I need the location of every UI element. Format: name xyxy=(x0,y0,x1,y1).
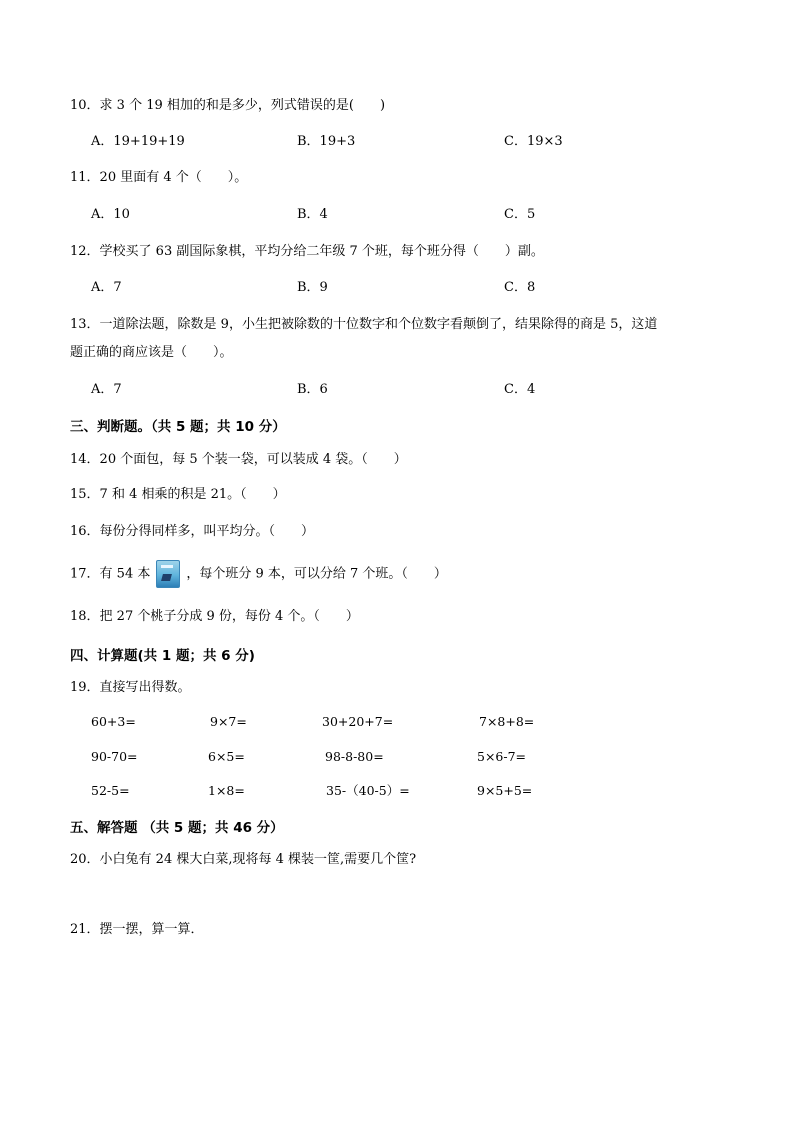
question-text: 直接写出得数。 xyxy=(99,680,191,695)
question-number: 20． xyxy=(70,852,100,867)
question-text: 20 里面有 4 个（ ）。 xyxy=(99,170,248,185)
question-text: 小白兔有 24 棵大白菜,现将每 4 棵装一筐,需要几个筐? xyxy=(99,852,417,867)
calc-item: 5×6-7= xyxy=(477,749,527,764)
question-18 xyxy=(70,608,359,626)
question-number: 18． xyxy=(70,609,100,624)
book-icon xyxy=(156,560,180,588)
question-number: 14． xyxy=(70,452,100,467)
calc-item: 60+3= xyxy=(91,714,136,729)
question-12 xyxy=(70,243,544,261)
calc-item: 9×5+5= xyxy=(477,783,533,798)
option-b: B．19+3 xyxy=(297,134,356,149)
question-text-before: 有 54 本 xyxy=(99,566,151,582)
question-20 xyxy=(70,851,416,869)
question-text: 学校买了 63 副国际象棋，平均分给二年级 7 个班，每个班分得（ ）副。 xyxy=(99,244,544,259)
question-number: 17． xyxy=(70,566,100,582)
calc-item: 52-5= xyxy=(91,783,130,798)
option-c: C．4 xyxy=(504,382,536,397)
question-text: 摆一摆，算一算． xyxy=(99,922,204,937)
question-number: 19． xyxy=(70,680,100,695)
question-number: 13． xyxy=(70,317,100,332)
question-text: 7 和 4 相乘的积是 21。（ ） xyxy=(99,487,286,502)
option-a: A．19+19+19 xyxy=(91,134,185,149)
calc-item: 30+20+7= xyxy=(322,714,394,729)
option-c: C．5 xyxy=(504,207,536,222)
question-11 xyxy=(70,169,247,187)
option-a: A．7 xyxy=(91,280,122,295)
question-number: 10． xyxy=(70,98,100,113)
calc-item: 90-70= xyxy=(91,749,138,764)
calc-item: 6×5= xyxy=(208,749,245,764)
section-title-word-problems: 五、解答题 （共 5 题；共 46 分） xyxy=(70,820,284,836)
question-13 xyxy=(70,316,657,334)
question-14 xyxy=(70,451,407,469)
calc-item: 1×8= xyxy=(208,783,245,798)
question-text: 一道除法题，除数是 9，小生把被除数的十位数字和个位数字看颠倒了，结果除得的商是 5，这道 xyxy=(99,317,658,332)
question-number: 21． xyxy=(70,922,100,937)
section-title-judgement: 三、判断题。（共 5 题；共 10 分） xyxy=(70,419,286,435)
question-number: 12． xyxy=(70,244,100,259)
question-text: 20 个面包，每 5 个装一袋，可以装成 4 袋。（ ） xyxy=(99,452,407,467)
calc-item: 7×8+8= xyxy=(479,714,535,729)
question-text: 把 27 个桃子分成 9 份，每份 4 个。（ ） xyxy=(99,609,359,624)
question-number: 15． xyxy=(70,487,100,502)
option-b: B．9 xyxy=(297,280,328,295)
calc-item: 35-（40-5）= xyxy=(326,783,410,798)
option-c: C．19×3 xyxy=(504,134,563,149)
question-10 xyxy=(70,97,385,115)
question-number: 16． xyxy=(70,524,100,539)
question-text: 求 3 个 19 相加的和是多少，列式错误的是( ) xyxy=(99,98,386,113)
calc-item: 98-8-80= xyxy=(325,749,384,764)
question-15 xyxy=(70,486,286,504)
question-number: 11． xyxy=(70,170,100,185)
section-title-calculation: 四、计算题(共 1 题；共 6 分) xyxy=(70,648,255,664)
option-b: B．4 xyxy=(297,207,328,222)
question-text-after: ，每个班分 9 本，可以分给 7 个班。（ ） xyxy=(186,566,447,582)
option-b: B．6 xyxy=(297,382,328,397)
option-a: A．10 xyxy=(91,207,130,222)
question-13-continuation: 题正确的商应该是（ ）。 xyxy=(70,345,233,360)
question-17 xyxy=(70,560,447,589)
question-16 xyxy=(70,523,314,541)
question-21 xyxy=(70,921,204,939)
option-a: A．7 xyxy=(91,382,122,397)
question-19 xyxy=(70,679,191,697)
option-c: C．8 xyxy=(504,280,536,295)
question-text: 每份分得同样多，叫平均分。（ ） xyxy=(99,524,315,539)
calc-item: 9×7= xyxy=(210,714,247,729)
